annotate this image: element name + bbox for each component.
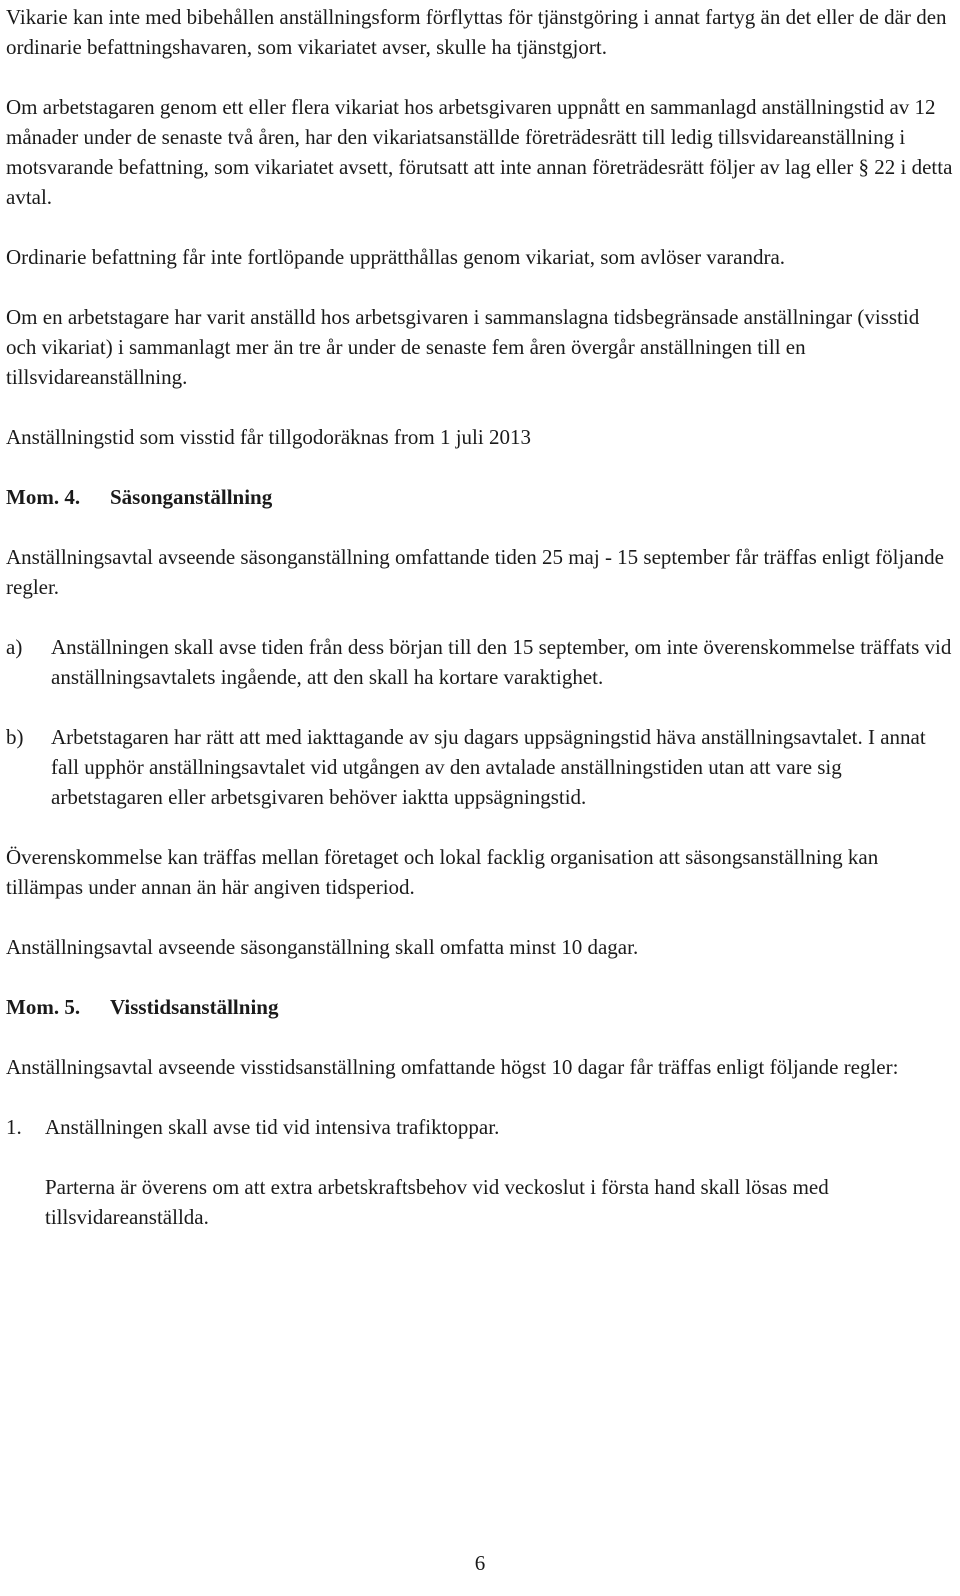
section-number: Mom. 4. — [6, 485, 81, 509]
paragraph-minst-10-dagar: Anställningsavtal avseende säsonganställning skall omfatta minst 10 dagar. — [6, 935, 639, 959]
paragraph-sammanslagna-anstallningar: Om en arbetstagare har varit anställd hos arbetsgivaren i sammanslagna tidsbegränsade anställningar (visstid och vikariat) i sammanlagt mer än tre år under de senaste fem åren övergår anställningen till en tillsvidareanställning. — [6, 305, 920, 389]
paragraph-sasong-intro: Anställningsavtal avseende säsonganställning omfattande tiden 25 maj - 15 september får träffas enligt följande regler. — [6, 545, 944, 599]
list-item-text: Arbetstagaren har rätt att med iakttagande av sju dagars uppsägningstid häva anställningsavtalet. I annat fall upphör anställningsavtalet vid utgången av den avtalade anställningstiden utan att vare sig arbetstagaren eller arbetsgivaren behöver iaktta uppsägningstid. — [51, 725, 926, 809]
document-page — [6, 2, 954, 1232]
paragraph-visstid-intro: Anställningsavtal avseende visstidsanställning omfattande högst 10 dagar får träffas enligt följande regler: — [6, 1055, 899, 1079]
paragraph-vikarie: Vikarie kan inte med bibehållen anställningsform förflyttas för tjänstgöring i annat fartyg än det eller de där den ordinarie befattningshavaren, som vikariatet avser, skulle ha tjänstgjort. — [6, 5, 947, 59]
list-item-text: Anställningen skall avse tid vid intensiva trafiktoppar. — [45, 1115, 500, 1139]
paragraph-foretradesratt: Om arbetstagaren genom ett eller flera vikariat hos arbetsgivaren uppnått en sammanlagd anställningstid av 12 månader under de senaste två åren, har den vikariatsanställde företrädesrätt till ledig tillsvidareanställning i motsvarande befattning, som vikariatet avsett, förutsatt att inte annan företrädesrätt följer av lag eller § 22 i detta avtal. — [6, 95, 953, 209]
paragraph-ordinarie-befattning: Ordinarie befattning får inte fortlöpande upprätthållas genom vikariat, som avlöser varandra. — [6, 245, 786, 269]
section-title: Säsonganställning — [110, 485, 273, 509]
page-number: 6 — [474, 1551, 486, 1575]
section-heading-mom5 — [6, 992, 954, 1022]
list-marker: a) — [6, 635, 23, 659]
list-marker: b) — [6, 725, 24, 749]
list-item-b — [6, 722, 954, 812]
list-marker: 1. — [6, 1115, 22, 1139]
list-item-a — [6, 632, 954, 692]
list-item-1 — [6, 1112, 954, 1142]
paragraph-veckoslut: Parterna är överens om att extra arbetskraftsbehov vid veckoslut i första hand skall lösas med tillsvidareanställda. — [45, 1175, 829, 1229]
section-number: Mom. 5. — [6, 995, 81, 1019]
section-heading-mom4 — [6, 482, 954, 512]
section-title: Visstidsanställning — [110, 995, 279, 1019]
paragraph-overenskommelse: Överenskommelse kan träffas mellan företaget och lokal facklig organisation att säsongsanställning kan tillämpas under annan än här angiven tidsperiod. — [6, 845, 879, 899]
list-item-text: Anställningen skall avse tiden från dess början till den 15 september, om inte överenskommelse träffats vid anställningsavtalets ingående, att den skall ha kortare varaktighet. — [51, 635, 952, 689]
paragraph-tillgodoraknas: Anställningstid som visstid får tillgodoräknas from 1 juli 2013 — [6, 425, 531, 449]
